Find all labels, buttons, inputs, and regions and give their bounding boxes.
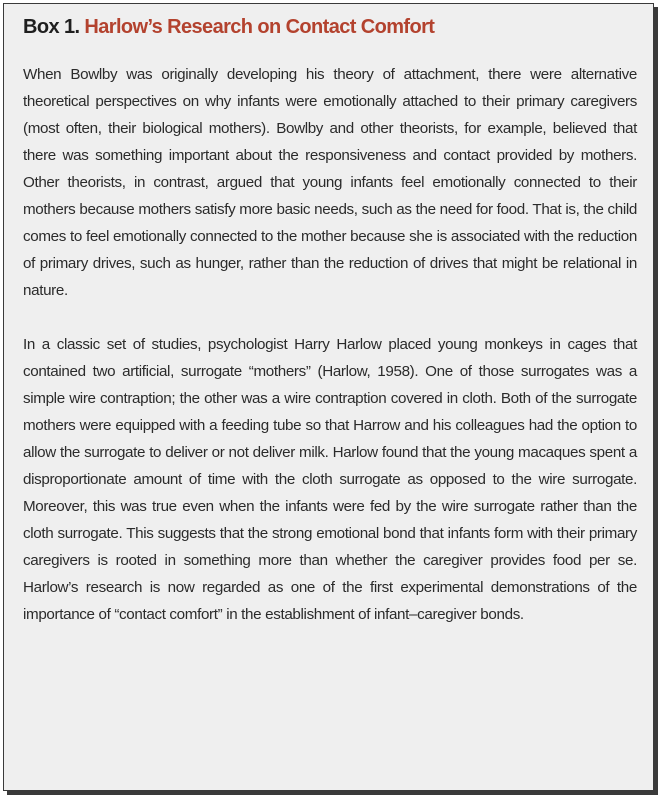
sidebar-box [3,3,654,791]
body-paragraph-2: In a classic set of studies, psychologist Harry Harlow placed young monkeys in cages that contained two artificial, surrogate “mothers” (Harlow, 1958). One of those surrogates was a simple wire contraption; the other was a wire contraption covered in cloth. Both of the surrogate mothers were equipped with a feeding tube so that Harrow and his colleagues had the option to allow the surrogate to deliver or not deliver milk. Harlow found that the young macaques spent a disproportionate amount of time with the cloth surrogate as opposed to the wire surrogate. Moreover, this was true even when the infants were fed by the wire surrogate rather than the cloth surrogate. This suggests that the strong emotional bond that infants form with their primary caregivers is rooted in something more than whether the caregiver provides food per se. Harlow’s research is now regarded as one of the first experimental demonstrations of the importance of “contact comfort” in the establishment of infant–caregiver bonds. [23,336,637,623]
box-title-text: Harlow’s Research on Contact Comfort [84,16,435,38]
body-paragraph-1: When Bowlby was originally developing his theory of attachment, there were alternative theoretical perspectives on why infants were emotionally attached to their primary caregivers (most often, their biological mothers). Bowlby and other theorists, for example, believed that there was something important about the responsiveness and contact provided by mothers. Other theorists, in contrast, argued that young infants feel emotionally connected to their mothers because mothers satisfy more basic needs, such as the need for food. That is, the child comes to feel emotionally connected to the mother because she is associated with the reduction of primary drives, such as hunger, rather than the reduction of drives that might be relational in nature. [23,66,637,299]
box-title [23,14,637,40]
box-label: Box 1. [23,16,80,38]
